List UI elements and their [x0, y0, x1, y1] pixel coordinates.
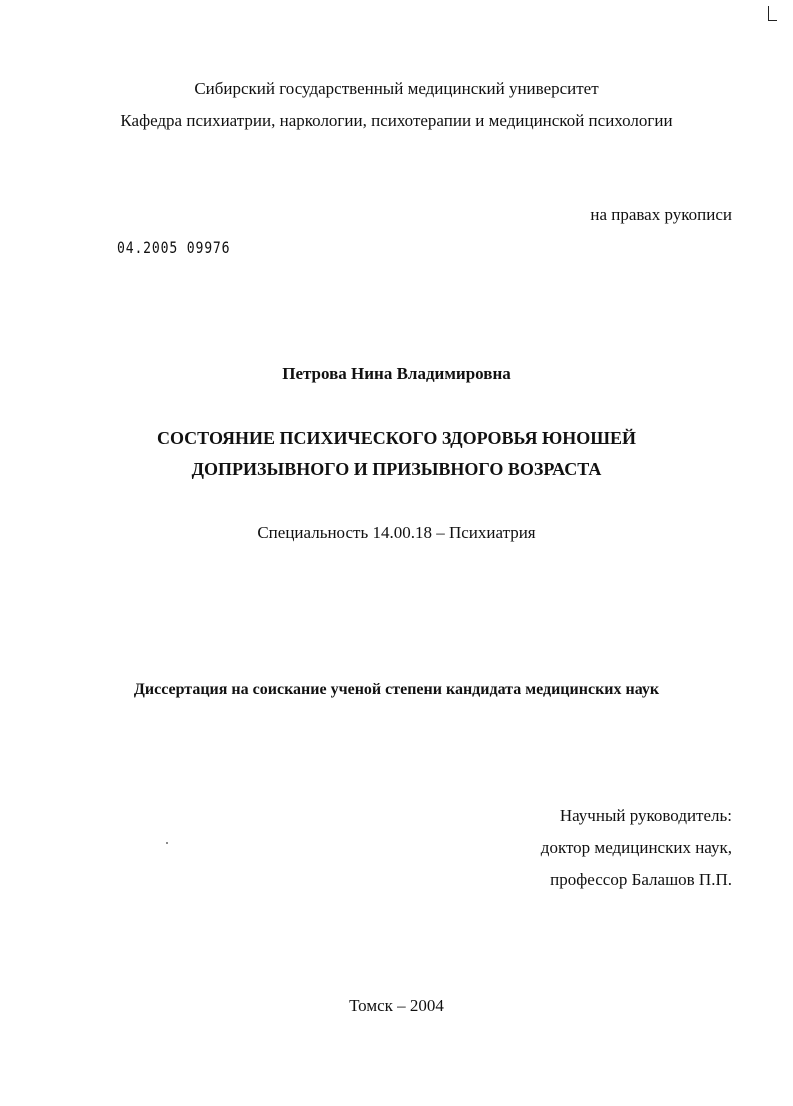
dissertation-title-line1: СОСТОЯНИЕ ПСИХИЧЕСКОГО ЗДОРОВЬЯ ЮНОШЕЙ	[156, 428, 637, 448]
corner-mark	[768, 6, 769, 20]
scan-speck	[166, 842, 168, 844]
degree-statement: Диссертация на соискание ученой степени кандидата медицинских наук	[133, 681, 660, 698]
author-name: Петрова Нина Владимировна	[282, 364, 511, 383]
manuscript-note: на правах рукописи	[590, 205, 732, 224]
city-year: Томск – 2004	[349, 996, 444, 1015]
registration-stamp	[117, 238, 230, 257]
supervisor-name: профессор Балашов П.П.	[550, 870, 732, 889]
university-name: Сибирский государственный медицинский университет	[194, 79, 599, 98]
supervisor-label: Научный руководитель:	[559, 806, 732, 825]
dissertation-title-line2: ДОПРИЗЫВНОГО И ПРИЗЫВНОГО ВОЗРАСТА	[191, 459, 602, 479]
specialty: Специальность 14.00.18 – Психиатрия	[257, 523, 536, 542]
supervisor-degree: доктор медицинских наук,	[540, 838, 732, 857]
registration-stamp-text: 04.2005 09976	[117, 238, 231, 257]
department-name: Кафедра психиатрии, наркологии, психотерапии и медицинской психологии	[120, 111, 673, 130]
